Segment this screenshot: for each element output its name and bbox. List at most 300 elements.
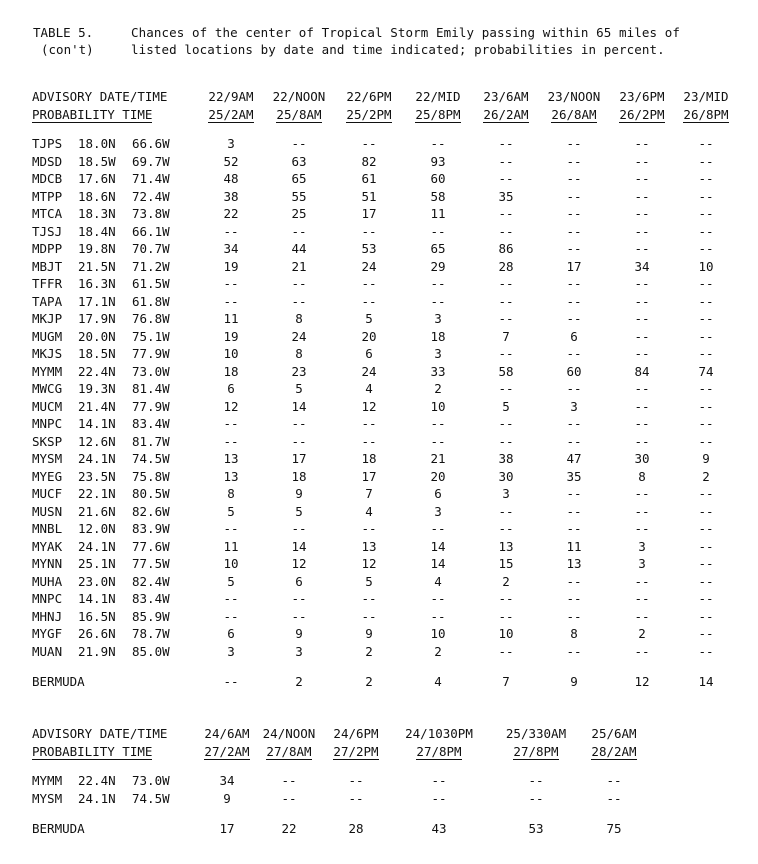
probability-cell: --: [281, 790, 297, 806]
station-longitude: 77.9W: [132, 346, 170, 361]
probability-cell: 38: [223, 188, 239, 204]
header-row-probability: [32, 743, 644, 760]
probability-table-continued: [32, 725, 644, 839]
probability-cell: --: [698, 136, 714, 151]
table-row: [32, 573, 736, 591]
station-code: MNPC: [32, 591, 63, 606]
probability-cell: --: [698, 433, 714, 449]
station-longitude: 80.5W: [132, 486, 170, 501]
probability-cell: 10: [430, 398, 446, 414]
probability-cell: 13: [566, 556, 582, 571]
station-latitude: 23.0N: [78, 573, 116, 589]
column-advisory-time: 24/6PM: [333, 726, 379, 741]
probability-cell: 10: [698, 258, 714, 274]
probability-cell: 6: [295, 573, 303, 589]
probability-table-main: [32, 88, 736, 692]
header-row-advisory: [32, 725, 644, 743]
probability-cell: --: [361, 276, 377, 291]
bermuda-probability-cell: 22: [281, 821, 297, 837]
header-label-advisory: ADVISORY DATE/TIME: [32, 726, 168, 741]
station-latitude: 14.1N: [78, 416, 116, 431]
probability-cell: 47: [566, 451, 582, 466]
station-code: TJSJ: [32, 223, 63, 239]
bermuda-probability-cell: 9: [570, 674, 578, 690]
probability-cell: 48: [223, 171, 239, 186]
probability-cell: 19: [223, 258, 239, 274]
station-longitude: 74.5W: [132, 451, 170, 466]
probability-cell: --: [498, 223, 514, 239]
table-number: [33, 24, 125, 58]
table-row: [32, 415, 736, 433]
station-latitude: 21.4N: [78, 398, 116, 414]
probability-cell: 5: [227, 573, 235, 589]
station-code: MNPC: [32, 416, 63, 431]
probability-cell: --: [566, 276, 582, 291]
table-row: [32, 433, 736, 451]
column-advisory-time: 23/MID: [683, 89, 729, 104]
probability-cell: 13: [498, 538, 514, 554]
probability-cell: --: [634, 486, 650, 501]
probability-cell: 35: [566, 468, 582, 484]
probability-cell: --: [498, 381, 514, 396]
probability-cell: --: [634, 293, 650, 309]
bermuda-probability-cell: 75: [606, 821, 622, 837]
header-label-probability: PROBABILITY TIME: [32, 107, 153, 122]
probability-cell: --: [528, 773, 544, 788]
station-longitude: 77.5W: [132, 556, 170, 571]
probability-cell: --: [634, 188, 650, 204]
probability-cell: --: [634, 381, 650, 396]
table-row: [32, 468, 736, 486]
probability-cell: 20: [430, 468, 446, 484]
station-longitude: 73.0W: [132, 363, 170, 379]
probability-cell: --: [566, 573, 582, 589]
probability-cell: --: [698, 398, 714, 414]
probability-cell: 52: [223, 153, 239, 169]
table-row: [32, 398, 736, 416]
station-latitude: 26.6N: [78, 626, 116, 641]
probability-cell: 86: [498, 241, 514, 256]
probability-cell: --: [698, 206, 714, 221]
probability-cell: --: [698, 503, 714, 519]
probability-cell: 3: [227, 136, 235, 151]
station-longitude: 77.9W: [132, 398, 170, 414]
probability-cell: --: [498, 206, 514, 221]
station-code: TFFR: [32, 276, 63, 291]
column-probability-time: 27/8PM: [513, 744, 559, 759]
station-code: MKJS: [32, 346, 63, 361]
station-code: MYMM: [32, 363, 63, 379]
probability-cell: 33: [430, 363, 446, 379]
table-row: [32, 590, 736, 608]
probability-cell: 34: [634, 258, 650, 274]
probability-cell: --: [361, 608, 377, 624]
probability-cell: --: [566, 643, 582, 659]
probability-cell: --: [498, 416, 514, 431]
probability-cell: 3: [295, 643, 303, 659]
probability-cell: --: [566, 188, 582, 204]
probability-cell: 8: [295, 346, 303, 361]
probability-cell: 18: [430, 328, 446, 344]
table-description: [131, 24, 751, 58]
probability-cell: 51: [361, 188, 377, 204]
probability-cell: 17: [361, 206, 377, 221]
probability-cell: 14: [291, 538, 307, 554]
station-longitude: 66.1W: [132, 223, 170, 239]
probability-cell: --: [431, 790, 447, 806]
probability-cell: 9: [295, 486, 303, 501]
description-line1: Chances of the center of Tropical Storm Emily passing within 65 miles of: [131, 25, 681, 40]
probability-cell: 55: [291, 188, 307, 204]
station-code: MYSM: [32, 451, 63, 466]
probability-cell: 34: [219, 773, 235, 788]
probability-cell: --: [566, 433, 582, 449]
station-longitude: 69.7W: [132, 153, 170, 169]
station-longitude: 72.4W: [132, 188, 170, 204]
probability-cell: 12: [291, 556, 307, 571]
station-latitude: 17.1N: [78, 293, 116, 309]
table-row: [32, 293, 736, 311]
probability-cell: 17: [361, 468, 377, 484]
table-row: [32, 135, 736, 153]
table-body: [32, 135, 736, 692]
probability-cell: 7: [365, 486, 373, 501]
probability-cell: --: [498, 521, 514, 536]
probability-cell: --: [498, 153, 514, 169]
station-latitude: 25.1N: [78, 556, 116, 571]
probability-cell: --: [698, 153, 714, 169]
column-advisory-time: 22/MID: [415, 89, 461, 104]
probability-cell: --: [606, 790, 622, 806]
probability-cell: --: [566, 223, 582, 239]
probability-cell: --: [431, 773, 447, 788]
probability-cell: 93: [430, 153, 446, 169]
station-longitude: 82.4W: [132, 573, 170, 589]
probability-cell: 6: [434, 486, 442, 501]
station-code: TAPA: [32, 293, 63, 309]
column-probability-time: 27/8PM: [416, 744, 462, 759]
station-latitude: 24.1N: [78, 451, 116, 466]
probability-cell: 9: [365, 626, 373, 641]
probability-cell: --: [698, 486, 714, 501]
bermuda-probability-cell: 28: [348, 821, 364, 837]
probability-cell: 25: [291, 206, 307, 221]
probability-cell: 24: [361, 363, 377, 379]
probability-cell: --: [566, 591, 582, 606]
station-latitude: 24.1N: [78, 790, 116, 806]
column-advisory-time: 23/6AM: [483, 89, 529, 104]
station-code: MDSD: [32, 153, 63, 169]
probability-cell: --: [634, 153, 650, 169]
bermuda-probability-cell: 2: [295, 674, 303, 690]
station-latitude: 18.5N: [78, 346, 116, 361]
probability-cell: 14: [430, 538, 446, 554]
probability-cell: 24: [291, 328, 307, 344]
probability-cell: 11: [223, 311, 239, 326]
station-longitude: 73.8W: [132, 206, 170, 221]
probability-cell: 74: [698, 363, 714, 379]
station-longitude: 83.9W: [132, 521, 170, 536]
probability-cell: --: [498, 311, 514, 326]
column-probability-time: 26/2AM: [483, 107, 529, 122]
station-longitude: 77.6W: [132, 538, 170, 554]
station-code: MUSN: [32, 503, 63, 519]
column-probability-time: 25/2PM: [346, 107, 392, 122]
probability-cell: --: [361, 136, 377, 151]
probability-cell: --: [430, 521, 446, 536]
probability-cell: 10: [223, 346, 239, 361]
station-code: MDCB: [32, 171, 63, 186]
probability-cell: --: [566, 381, 582, 396]
probability-cell: 2: [502, 573, 510, 589]
probability-cell: --: [634, 521, 650, 536]
bermuda-probability-cell: 43: [431, 821, 447, 837]
probability-cell: --: [291, 276, 307, 291]
station-latitude: 21.9N: [78, 643, 116, 659]
station-code: MTCA: [32, 206, 63, 221]
table-row: [32, 608, 736, 626]
probability-cell: 44: [291, 241, 307, 256]
table-row: [32, 275, 736, 293]
probability-cell: 10: [430, 626, 446, 641]
station-longitude: 73.0W: [132, 773, 170, 788]
probability-cell: --: [634, 398, 650, 414]
probability-cell: --: [566, 608, 582, 624]
column-probability-time: 27/2AM: [204, 744, 250, 759]
probability-cell: --: [291, 433, 307, 449]
probability-cell: --: [698, 573, 714, 589]
probability-cell: 13: [223, 451, 239, 466]
probability-cell: 14: [291, 398, 307, 414]
column-advisory-time: 24/1030PM: [405, 726, 473, 741]
probability-cell: --: [698, 223, 714, 239]
probability-cell: 9: [702, 451, 710, 466]
probability-cell: --: [348, 773, 364, 788]
header-label-probability: PROBABILITY TIME: [32, 744, 153, 759]
probability-cell: --: [281, 773, 297, 788]
probability-cell: --: [698, 626, 714, 641]
station-latitude: 18.4N: [78, 223, 116, 239]
probability-cell: --: [528, 790, 544, 806]
probability-cell: --: [223, 293, 239, 309]
table-row: [32, 555, 736, 573]
probability-cell: --: [698, 311, 714, 326]
probability-cell: 17: [566, 258, 582, 274]
probability-cell: --: [566, 241, 582, 256]
probability-cell: --: [698, 346, 714, 361]
table-row: [32, 328, 736, 346]
column-probability-time: 25/8PM: [415, 107, 461, 122]
probability-cell: 12: [361, 556, 377, 571]
table-row: [32, 205, 736, 223]
probability-cell: --: [430, 608, 446, 624]
station-longitude: 66.6W: [132, 136, 170, 151]
probability-cell: 38: [498, 451, 514, 466]
probability-cell: --: [498, 346, 514, 361]
table-number-line1: TABLE 5.: [33, 25, 94, 40]
station-latitude: 18.3N: [78, 206, 116, 221]
probability-cell: 10: [498, 626, 514, 641]
probability-cell: 3: [570, 398, 578, 414]
probability-cell: 18: [223, 363, 239, 379]
station-longitude: 71.4W: [132, 171, 170, 186]
station-latitude: 18.6N: [78, 188, 116, 204]
probability-cell: --: [566, 503, 582, 519]
probability-cell: --: [698, 276, 714, 291]
table-row: [32, 790, 644, 808]
probability-cell: 61: [361, 171, 377, 186]
probability-cell: --: [566, 293, 582, 309]
table-body: [32, 772, 644, 839]
probability-cell: 4: [434, 573, 442, 589]
station-code: MUAN: [32, 643, 63, 659]
probability-cell: --: [698, 416, 714, 431]
station-latitude: 18.0N: [78, 136, 116, 151]
column-probability-time: 27/8AM: [266, 744, 312, 759]
probability-cell: --: [634, 643, 650, 659]
column-advisory-time: 23/6PM: [619, 89, 665, 104]
probability-cell: 3: [502, 486, 510, 501]
station-code: MBJT: [32, 258, 63, 274]
probability-cell: --: [223, 608, 239, 624]
probability-cell: --: [698, 171, 714, 186]
station-code: MNBL: [32, 521, 63, 536]
probability-cell: --: [498, 293, 514, 309]
probability-cell: --: [498, 276, 514, 291]
probability-cell: --: [698, 591, 714, 606]
bermuda-probability-cell: 4: [434, 674, 442, 690]
station-latitude: 19.3N: [78, 381, 116, 396]
probability-cell: 2: [365, 643, 373, 659]
probability-cell: 58: [430, 188, 446, 204]
probability-cell: --: [698, 608, 714, 624]
station-code: MKJP: [32, 311, 63, 326]
column-probability-time: 26/8PM: [683, 107, 729, 122]
table-row: [32, 520, 736, 538]
table-row: [32, 485, 736, 503]
station-longitude: 82.6W: [132, 503, 170, 519]
station-latitude: 18.5W: [78, 153, 116, 169]
column-probability-time: 26/8AM: [551, 107, 597, 122]
probability-cell: 6: [227, 626, 235, 641]
header-row-advisory: [32, 88, 736, 106]
probability-cell: --: [223, 433, 239, 449]
table-row: [32, 503, 736, 521]
station-longitude: 78.7W: [132, 626, 170, 641]
bermuda-probability-cell: 14: [698, 674, 714, 690]
column-advisory-time: 24/6AM: [204, 726, 250, 741]
probability-cell: --: [566, 346, 582, 361]
probability-cell: --: [223, 223, 239, 239]
probability-cell: --: [291, 521, 307, 536]
bermuda-probability-cell: 2: [365, 674, 373, 690]
probability-cell: 4: [365, 381, 373, 396]
column-advisory-time: 22/9AM: [208, 89, 254, 104]
probability-cell: --: [698, 538, 714, 554]
probability-cell: --: [291, 591, 307, 606]
probability-cell: --: [430, 433, 446, 449]
probability-cell: 3: [638, 556, 646, 571]
table-row: [32, 310, 736, 328]
probability-cell: --: [566, 206, 582, 221]
station-longitude: 70.7W: [132, 241, 170, 256]
column-advisory-time: 25/6AM: [591, 726, 637, 741]
bermuda-probability-cell: --: [223, 674, 239, 690]
station-latitude: 22.4N: [78, 773, 116, 788]
bermuda-probability-cell: 17: [219, 821, 235, 837]
probability-cell: 2: [434, 381, 442, 396]
probability-cell: 7: [502, 328, 510, 344]
probability-cell: --: [498, 503, 514, 519]
station-code: MUHA: [32, 573, 63, 589]
station-code: MDPP: [32, 241, 63, 256]
probability-cell: 84: [634, 363, 650, 379]
probability-cell: --: [634, 608, 650, 624]
probability-cell: --: [634, 276, 650, 291]
station-longitude: 75.1W: [132, 328, 170, 344]
probability-cell: --: [291, 608, 307, 624]
station-longitude: 75.8W: [132, 468, 170, 484]
probability-cell: --: [348, 790, 364, 806]
probability-cell: --: [634, 241, 650, 256]
station-latitude: 22.1N: [78, 486, 116, 501]
probability-cell: 5: [365, 311, 373, 326]
probability-cell: 8: [570, 626, 578, 641]
probability-cell: --: [430, 223, 446, 239]
table-row: [32, 380, 736, 398]
probability-cell: --: [634, 416, 650, 431]
description-line2: listed locations by date and time indicated; probabilities in percent.: [131, 42, 665, 57]
probability-cell: --: [698, 556, 714, 571]
column-advisory-time: 24/NOON: [262, 726, 316, 741]
probability-cell: 6: [227, 381, 235, 396]
probability-cell: 28: [498, 258, 514, 274]
probability-cell: --: [698, 643, 714, 659]
bermuda-label: BERMUDA: [32, 821, 85, 837]
probability-cell: 65: [291, 171, 307, 186]
station-code: MYEG: [32, 468, 63, 484]
probability-cell: 3: [434, 503, 442, 519]
probability-cell: --: [634, 433, 650, 449]
column-advisory-time: 22/6PM: [346, 89, 392, 104]
probability-cell: --: [291, 223, 307, 239]
header-label-advisory: ADVISORY DATE/TIME: [32, 89, 168, 104]
table-row: [32, 258, 736, 276]
station-latitude: 16.5N: [78, 608, 116, 624]
probability-cell: --: [634, 171, 650, 186]
column-advisory-time: 23/NOON: [547, 89, 601, 104]
station-code: MYMM: [32, 773, 63, 788]
table-row: [32, 450, 736, 468]
probability-cell: 11: [223, 538, 239, 554]
probability-cell: --: [634, 346, 650, 361]
probability-cell: --: [430, 591, 446, 606]
probability-cell: --: [498, 608, 514, 624]
probability-cell: 13: [361, 538, 377, 554]
probability-cell: 8: [295, 311, 303, 326]
probability-cell: 5: [295, 503, 303, 519]
probability-cell: 5: [227, 503, 235, 519]
probability-cell: 29: [430, 258, 446, 274]
station-latitude: 21.6N: [78, 503, 116, 519]
bermuda-row: [32, 819, 644, 839]
probability-cell: --: [430, 293, 446, 309]
probability-cell: 53: [361, 241, 377, 256]
probability-cell: 4: [365, 503, 373, 519]
station-latitude: 12.6N: [78, 433, 116, 449]
station-code: MUCM: [32, 398, 63, 414]
column-probability-time: 25/2AM: [208, 107, 254, 122]
